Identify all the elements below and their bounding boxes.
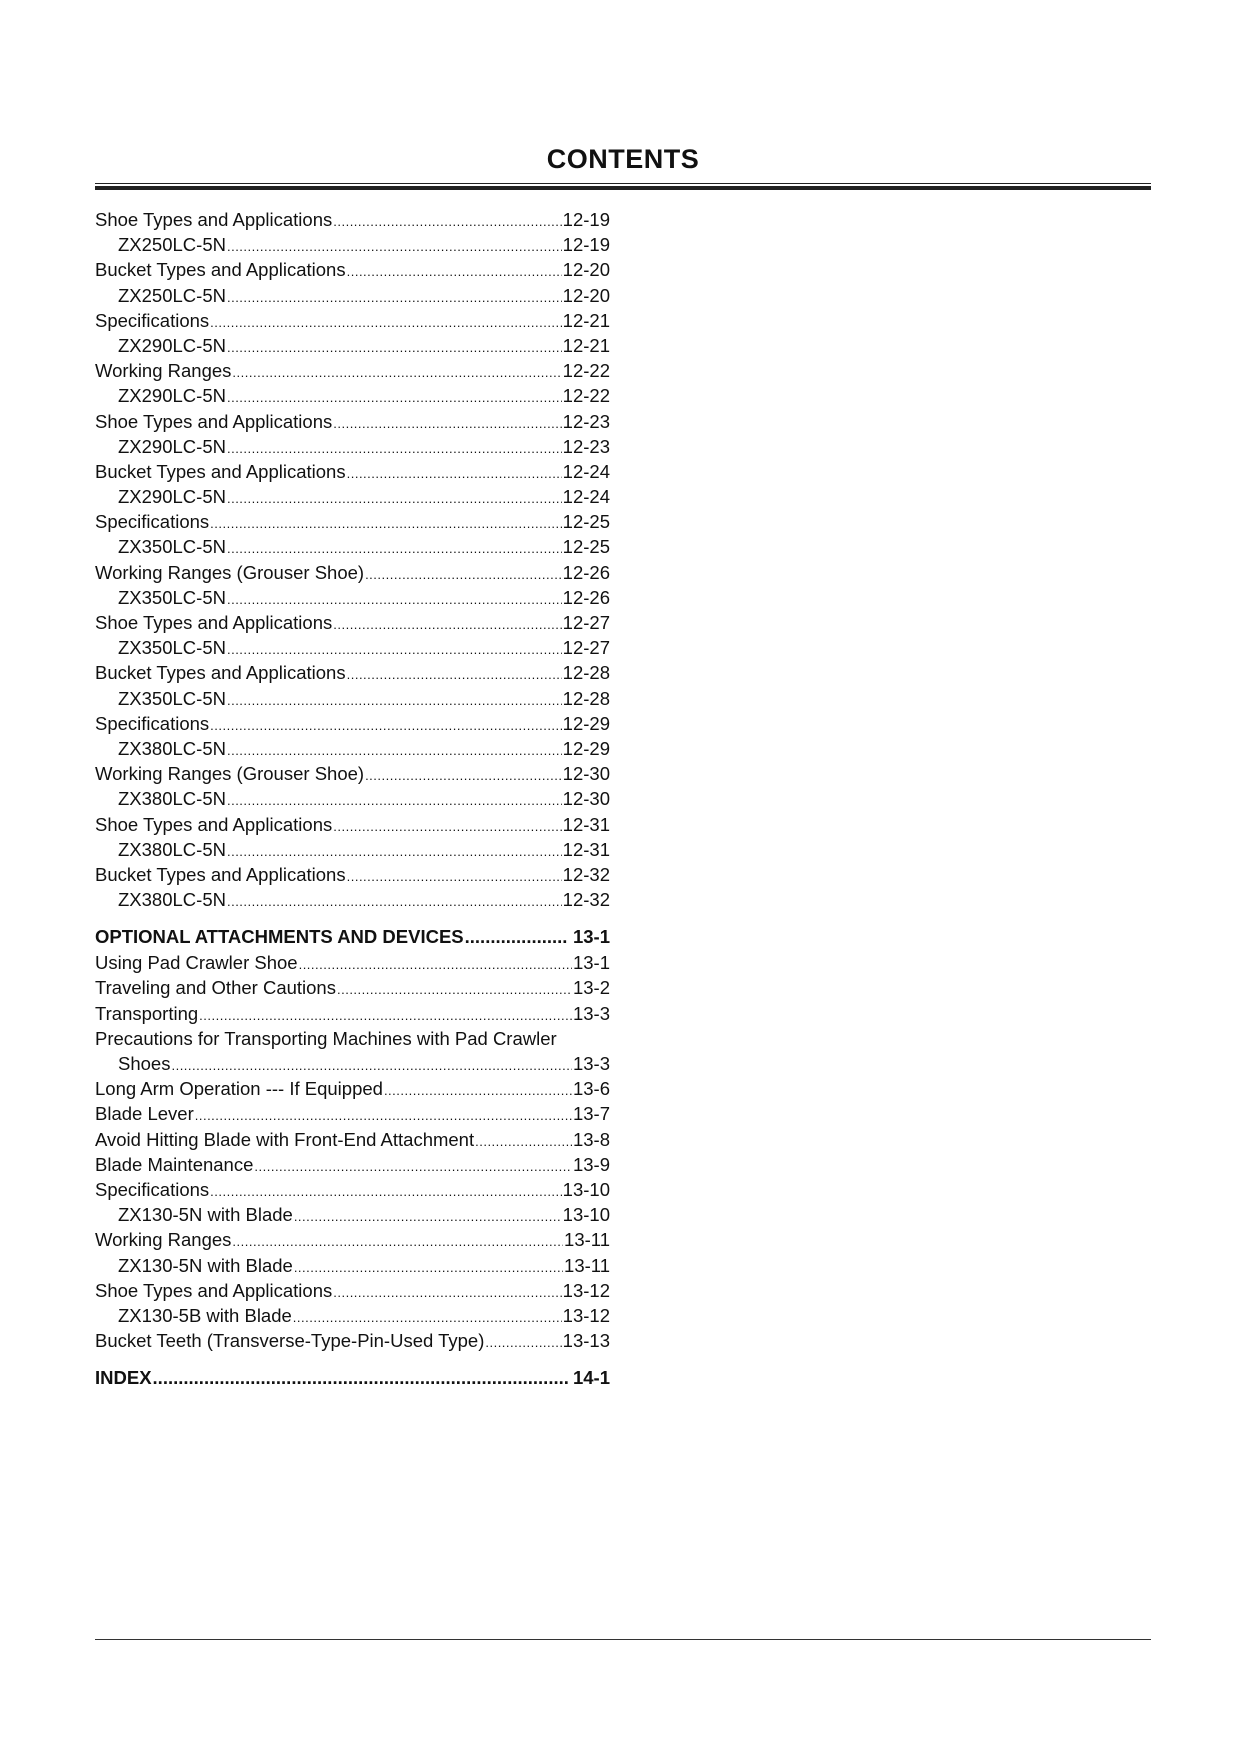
toc-entry[interactable]: Bucket Types and Applications ..... 12-28 xyxy=(95,660,610,685)
toc-entry[interactable]: Shoe Types and Applications ..... 12-27 xyxy=(95,610,610,635)
toc-subentry[interactable]: ZX350LC-5N ..... 12-25 xyxy=(95,534,610,559)
toc-entry[interactable]: Shoe Types and Applications ..... 12-31 xyxy=(95,812,610,837)
toc-entry[interactable]: Traveling and Other Cautions ..... 13-2 xyxy=(95,975,610,1000)
toc-subentry[interactable]: ZX250LC-5N ..... 12-19 xyxy=(95,232,610,257)
header-rule-thick xyxy=(95,186,1151,190)
toc-entry-wrapped-continuation[interactable]: Shoes ..... 13-3 xyxy=(95,1051,610,1076)
toc-entry[interactable]: Avoid Hitting Blade with Front-End Attachment ..... 13-8 xyxy=(95,1127,610,1152)
toc-subentry[interactable]: ZX350LC-5N ..... 12-28 xyxy=(95,686,610,711)
footer-rule xyxy=(95,1639,1151,1640)
toc-entry[interactable]: Specifications ..... 12-21 xyxy=(95,308,610,333)
toc-entry[interactable]: Shoe Types and Applications ..... 12-19 xyxy=(95,207,610,232)
header-rule-thin xyxy=(95,183,1151,184)
page-title: CONTENTS xyxy=(546,144,700,174)
toc-subentry[interactable]: ZX350LC-5N ..... 12-26 xyxy=(95,585,610,610)
toc-subentry[interactable]: ZX290LC-5N ..... 12-22 xyxy=(95,383,610,408)
toc-entry[interactable]: Bucket Types and Applications ..... 12-20 xyxy=(95,257,610,282)
toc-index-heading[interactable]: INDEX ..... 14-1 xyxy=(95,1364,610,1391)
toc-entry[interactable]: Bucket Types and Applications ..... 12-24 xyxy=(95,459,610,484)
toc-subentry[interactable]: ZX290LC-5N ..... 12-21 xyxy=(95,333,610,358)
toc-entry-wrapped[interactable]: Precautions for Transporting Machines with Pad Crawler xyxy=(95,1027,557,1049)
toc-entry[interactable]: Bucket Teeth (Transverse-Type-Pin-Used Type) ..... 13-13 xyxy=(95,1328,610,1353)
toc-entry[interactable]: Working Ranges ..... 13-11 xyxy=(95,1227,610,1252)
toc-entry[interactable]: Working Ranges ..... 12-22 xyxy=(95,358,610,383)
toc-subentry[interactable]: ZX380LC-5N ..... 12-32 xyxy=(95,887,610,912)
toc-entry[interactable]: Blade Lever ..... 13-7 xyxy=(95,1101,610,1126)
toc-entry[interactable]: Transporting ..... 13-3 xyxy=(95,1001,610,1026)
toc-entry[interactable]: Using Pad Crawler Shoe ..... 13-1 xyxy=(95,950,610,975)
toc-entry[interactable]: Shoe Types and Applications ..... 13-12 xyxy=(95,1278,610,1303)
table-of-contents xyxy=(95,207,610,1391)
toc-entry[interactable]: Specifications ..... 13-10 xyxy=(95,1177,610,1202)
toc-entry[interactable]: Shoe Types and Applications ..... 12-23 xyxy=(95,409,610,434)
toc-subentry[interactable]: ZX290LC-5N ..... 12-24 xyxy=(95,484,610,509)
toc-section-heading[interactable]: OPTIONAL ATTACHMENTS AND DEVICES ..... 13-1 xyxy=(95,923,610,950)
toc-entry[interactable]: Specifications ..... 12-29 xyxy=(95,711,610,736)
toc-entry[interactable]: Long Arm Operation --- If Equipped ..... 13-6 xyxy=(95,1076,610,1101)
toc-entry[interactable]: Working Ranges (Grouser Shoe) ..... 12-26 xyxy=(95,560,610,585)
toc-subentry[interactable]: ZX350LC-5N ..... 12-27 xyxy=(95,635,610,660)
toc-subentry[interactable]: ZX380LC-5N ..... 12-31 xyxy=(95,837,610,862)
toc-subentry[interactable]: ZX130-5N with Blade ..... 13-10 xyxy=(95,1202,610,1227)
toc-subentry[interactable]: ZX380LC-5N ..... 12-30 xyxy=(95,786,610,811)
toc-subentry[interactable]: ZX380LC-5N ..... 12-29 xyxy=(95,736,610,761)
toc-subentry[interactable]: ZX290LC-5N ..... 12-23 xyxy=(95,434,610,459)
toc-entry[interactable]: Bucket Types and Applications ..... 12-32 xyxy=(95,862,610,887)
toc-subentry[interactable]: ZX250LC-5N ..... 12-20 xyxy=(95,283,610,308)
toc-entry[interactable]: Blade Maintenance ..... 13-9 xyxy=(95,1152,610,1177)
toc-subentry[interactable]: ZX130-5N with Blade ..... 13-11 xyxy=(95,1253,610,1278)
toc-entry[interactable]: Specifications ..... 12-25 xyxy=(95,509,610,534)
toc-entry[interactable]: Working Ranges (Grouser Shoe) ..... 12-30 xyxy=(95,761,610,786)
toc-subentry[interactable]: ZX130-5B with Blade ..... 13-12 xyxy=(95,1303,610,1328)
